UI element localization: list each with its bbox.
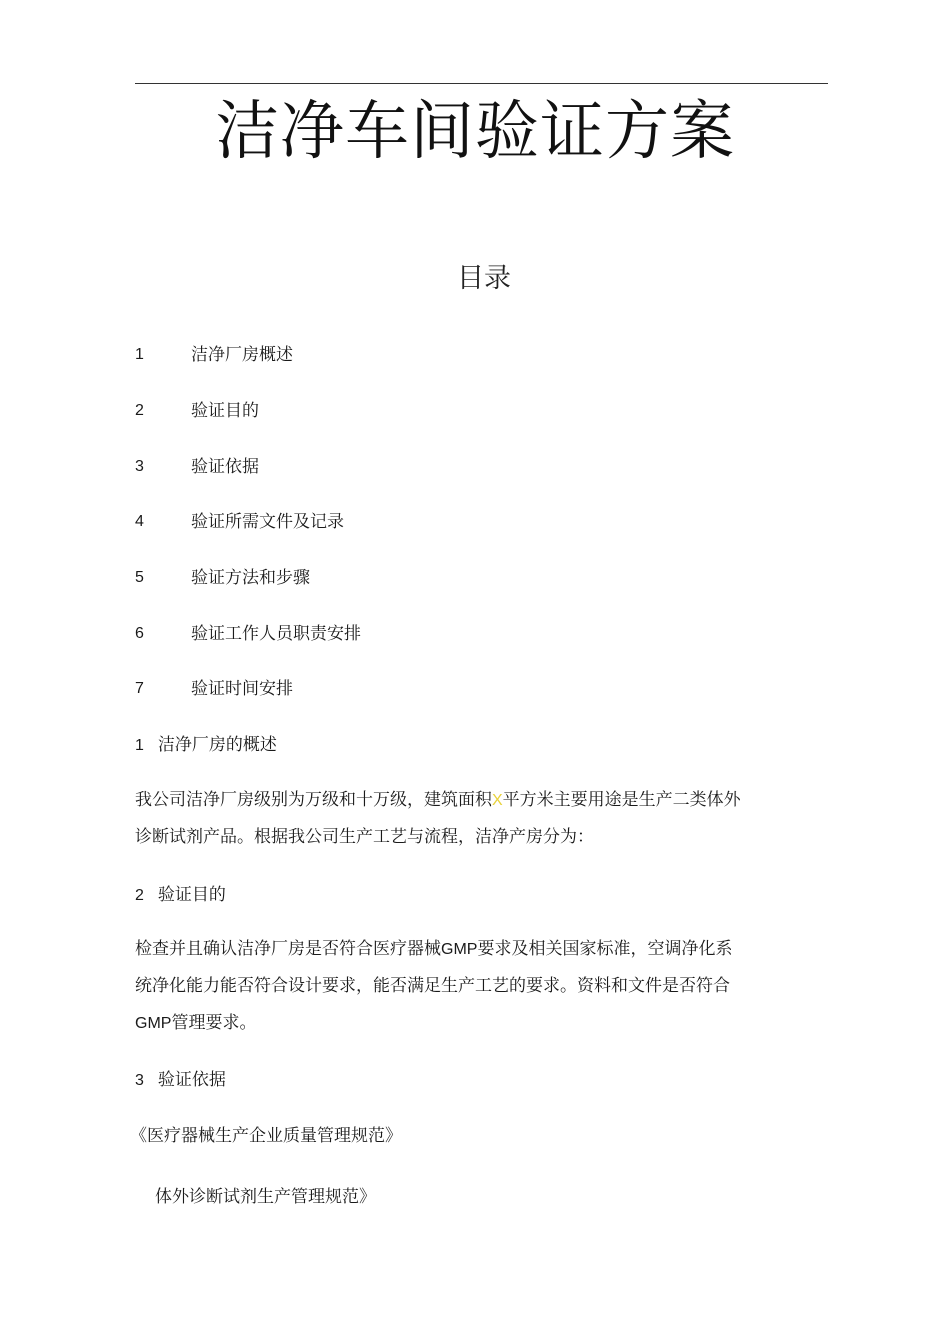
paragraph-line — [135, 931, 835, 968]
reference-item: 体外诊断试剂生产管理规范》 — [155, 1187, 376, 1207]
toc-item-number: 4 — [135, 513, 144, 530]
toc-item-label: 验证方法和步骤 — [191, 568, 310, 588]
toc-item-label: 验证所需文件及记录 — [191, 512, 344, 532]
toc-item-label: 验证目的 — [191, 401, 259, 421]
text-run: GMP — [135, 1015, 172, 1032]
section-heading — [135, 882, 226, 908]
toc-item-number: 2 — [135, 402, 144, 419]
section-heading — [135, 732, 277, 758]
toc-heading: 目录 — [457, 263, 511, 294]
paragraph-line — [135, 1005, 835, 1042]
text-run: 平方米主要用途是生产二类体外 — [502, 790, 741, 810]
section-number: 1 — [135, 737, 144, 754]
toc-item-label: 验证工作人员职责安排 — [191, 624, 361, 644]
document-title: 洁净车间验证方案 — [215, 95, 735, 169]
paragraph — [135, 931, 835, 1042]
text-run: 要求及相关国家标准，空调净化系 — [477, 939, 733, 959]
toc-item-number: 1 — [135, 346, 144, 363]
text-run: 我公司洁净厂房级别为万级和十万级，建筑面积 — [135, 790, 492, 810]
highlighted-placeholder: X — [492, 792, 503, 809]
toc-item-label: 验证时间安排 — [191, 679, 293, 699]
section-title: 洁净厂房的概述 — [157, 735, 277, 755]
toc-item-number: 6 — [135, 625, 144, 642]
text-run: 管理要求。 — [171, 1013, 257, 1033]
reference-item: 《医疗器械生产企业质量管理规范》 — [130, 1126, 402, 1146]
section-title: 验证目的 — [157, 885, 226, 905]
paragraph-line: 统净化能力能否符合设计要求，能否满足生产工艺的要求。资料和文件是否符合 — [135, 976, 730, 996]
text-run: GMP — [441, 941, 478, 958]
toc-item-label: 洁净厂房概述 — [191, 345, 293, 365]
toc-item-number: 5 — [135, 569, 144, 586]
toc-item-number: 7 — [135, 680, 144, 697]
section-title: 验证依据 — [157, 1070, 226, 1090]
paragraph-line — [135, 782, 835, 819]
paragraph — [135, 782, 835, 856]
section-heading — [135, 1067, 226, 1093]
text-run: 检查并且确认洁净厂房是否符合医疗器械 — [135, 939, 441, 959]
paragraph-line: 诊断试剂产品。根据我公司生产工艺与流程，洁净产房分为： — [135, 827, 594, 847]
toc-item-label: 验证依据 — [191, 457, 259, 477]
toc-item-number: 3 — [135, 458, 144, 475]
section-number: 3 — [135, 1072, 144, 1089]
section-number: 2 — [135, 887, 144, 904]
header-rule — [135, 83, 828, 84]
